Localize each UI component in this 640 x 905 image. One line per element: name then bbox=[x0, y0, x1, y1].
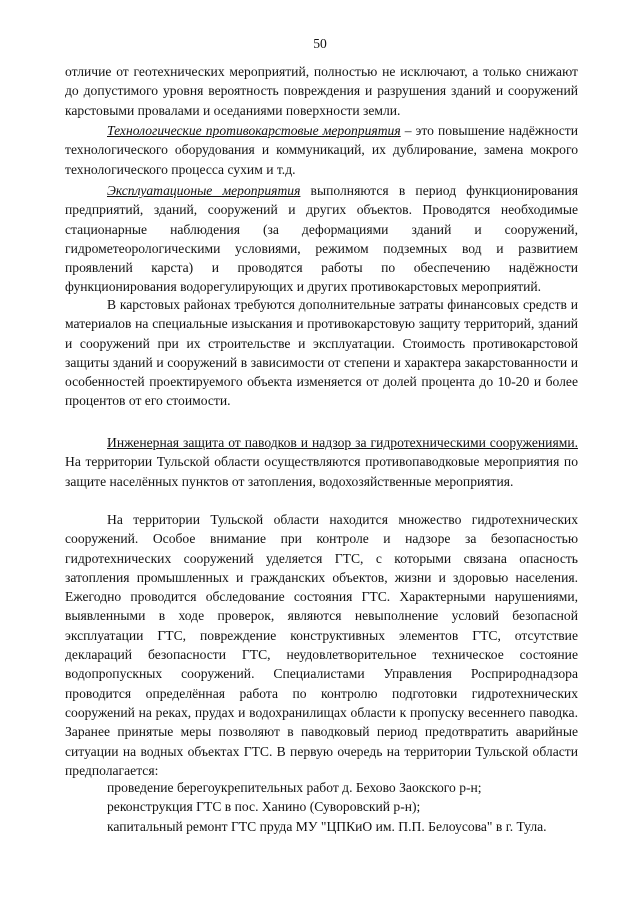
paragraph-intro bbox=[65, 62, 578, 120]
paragraph-flood-protection bbox=[65, 433, 578, 491]
section-intro: На территории Тульской области осуществляются противопаводковые мероприятия по защите населённых пунктов от затопления, водохозяйственные мероприятия. bbox=[65, 454, 578, 489]
list-item: капитальный ремонт ГТС пруда МУ "ЦПКиО им. П.П. Белоусова" в г. Тула. bbox=[107, 818, 547, 834]
term-definition: – это повышение надёжности технологического оборудования и коммуникаций, их дублирование, замена мокрого технологического процесса сухим и т.д. bbox=[65, 123, 578, 177]
measures-list-block bbox=[65, 778, 578, 836]
paragraph-technological bbox=[65, 121, 578, 179]
paragraph-costs bbox=[65, 295, 578, 411]
paragraph-text: В карстовых районах требуются дополнительные затраты финансовых средств и материалов на специальные изыскания и противокарстовую защиту территорий, зданий и сооружений при их строительстве и эксплуатации. Стоимость противокарстовой защиты зданий и сооружений в зависимости от степени и характера закарстованности и особенностей проектируемого объекта изменяется от долей процента до 10-20 и более процентов от его стоимости. bbox=[65, 297, 578, 409]
paragraph-text: На территории Тульской области находится множество гидротехнических сооружений. Особое внимание при контроле и надзоре за безопасностью гидротехнических сооружений уделяется ГТС, с которыми связана опасность затопления промышленных и гражданских объектов, жизни и здоровью населения. Ежегодно проводится обследование состояния ГТС. Характерными нарушениями, выявленными в ходе проверок, являются невыполнение условий безопасной эксплуатации ГТС, повреждение конструктивных элементов ГТС, отсутствие деклараций безопасности ГТС, неудовлетворительное техническое состояние водопропускных сооружений. Специалистами Управления Росприроднадзора проводится определённая работа по контролю подготовки гидротехнических сооружений на реках, прудах и водохранилищах области к пропуску весеннего паводка. Заранее принятые меры позволяют в паводковый период предотвратить аварийные ситуации на водных объектах ГТС. В первую очередь на территории Тульской области предполагается: bbox=[65, 512, 578, 778]
section-heading: Инженерная защита от паводков и надзор за гидротехническими сооружениями. bbox=[107, 435, 578, 450]
page-number: 50 bbox=[313, 36, 327, 51]
term-technological: Технологические противокарстовые мероприятия bbox=[107, 123, 401, 138]
list-item: проведение берегоукрепительных работ д. Бехово Заокского р-н; bbox=[107, 780, 482, 795]
paragraph-text bbox=[65, 181, 578, 297]
term-definition: выполняются в период функционирования предприятий, зданий, сооружений и других объектов. Проводятся необходимые стационарные наблюдения (за деформациями зданий и сооружений, гидрометеорологическими условиями, режимом подземных вод и развитием проявлений карста) и проводятся работы по обеспечению надёжности функционирования водорегулирующих и других противокарстовых мероприятий. bbox=[65, 183, 578, 295]
paragraph-text bbox=[65, 121, 578, 179]
paragraph-operational bbox=[65, 181, 578, 297]
paragraph-hydraulic-structures bbox=[65, 510, 578, 780]
term-operational: Эксплуатационые мероприятия bbox=[107, 183, 301, 198]
paragraph-text: отличие от геотехнических мероприятий, полностью не исключают, а только снижают до допустимого уровня вероятность повреждения и разрушения зданий и сооружений карстовыми провалами и оседаниями поверхности земли. bbox=[65, 64, 578, 118]
measures-list bbox=[65, 778, 578, 836]
paragraph-text bbox=[65, 433, 578, 491]
list-item: реконструкция ГТС в пос. Ханино (Суворовский р-н); bbox=[107, 799, 421, 815]
